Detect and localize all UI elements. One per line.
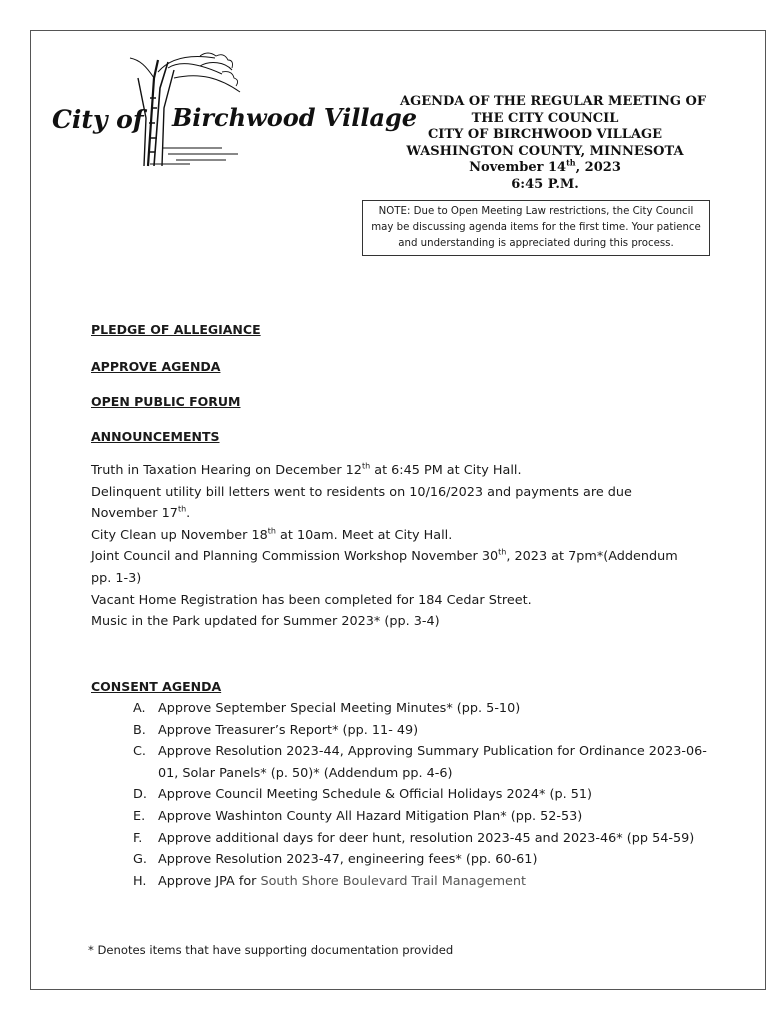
section-approve-agenda: APPROVE AGENDA <box>91 359 221 374</box>
consent-item-f: F. Approve additional days for deer hunt, resolution 2023-45 and 2023-46* (pp 54-59) <box>133 830 695 846</box>
announcement-item: Delinquent utility bill letters went to residents on 10/16/2023 and payments are due November 17th. <box>91 484 632 522</box>
consent-item-d: D. Approve Council Meeting Schedule & Official Holidays 2024* (p. 51) <box>133 787 593 803</box>
open-meeting-note: NOTE: Due to Open Meeting Law restrictions, the City Council may be discussing agenda items for the first time. Your patience and understanding is appreciated during this process. <box>362 200 710 256</box>
consent-item-g: G. Approve Resolution 2023-47, engineering fees* (pp. 60-61) <box>133 852 538 868</box>
logo-text-right: Birchwood Village <box>172 103 418 132</box>
meeting-header <box>400 94 707 193</box>
section-announcements: ANNOUNCEMENTS <box>91 429 220 444</box>
announcement-item: Joint Council and Planning Commission Workshop November 30th, 2023 at 7pm*(Addendum pp. 1-3) <box>91 548 678 586</box>
header-line-1: AGENDA OF THE REGULAR MEETING OF <box>400 94 707 109</box>
header-line-4: WASHINGTON COUNTY, MINNESOTA <box>406 143 684 159</box>
section-pledge: PLEDGE OF ALLEGIANCE <box>91 322 261 337</box>
section-open-forum: OPEN PUBLIC FORUM <box>91 394 241 409</box>
announcement-item: Music in the Park updated for Summer 2023* (pp. 3-4) <box>91 614 440 630</box>
header-date: November 14th, 2023 <box>469 157 621 175</box>
consent-item-e: E. Approve Washinton County All Hazard Mitigation Plan* (pp. 52-53) <box>133 808 583 824</box>
consent-item-b: B. Approve Treasurer’s Report* (pp. 11- 49) <box>133 722 419 738</box>
announcement-item: City Clean up November 18th at 10am. Meet at City Hall. <box>91 526 453 543</box>
consent-agenda-list <box>133 698 713 892</box>
announcements-list <box>91 460 701 633</box>
city-logo <box>50 48 418 168</box>
birch-tree-logo-icon <box>50 48 418 168</box>
logo-text-left: City of <box>52 105 144 134</box>
section-consent-agenda: CONSENT AGENDA <box>91 679 222 694</box>
consent-item-c: C. Approve Resolution 2023-44, Approving Summary Publication for Ordinance 2023-06-01, Solar Panels* (p. 50)* (Addendum pp. 4-6) <box>133 744 707 781</box>
consent-item-a: A. Approve September Special Meeting Minutes* (pp. 5-10) <box>133 701 521 716</box>
announcement-item: Vacant Home Registration has been completed for 184 Cedar Street. <box>91 592 532 608</box>
header-line-3: CITY OF BIRCHWOOD VILLAGE <box>427 127 663 142</box>
header-line-2: THE CITY COUNCIL <box>471 110 619 126</box>
footnote: * Denotes items that have supporting documentation provided <box>88 943 454 957</box>
announcement-item: Truth in Taxation Hearing on December 12th at 6:45 PM at City Hall. <box>91 461 522 478</box>
consent-item-h: H. Approve JPA for South Shore Boulevard Trail Management <box>133 873 527 889</box>
trail-management-link[interactable]: South Shore Boulevard Trail Management <box>260 873 527 889</box>
header-time: 6:45 P.M. <box>511 176 579 192</box>
